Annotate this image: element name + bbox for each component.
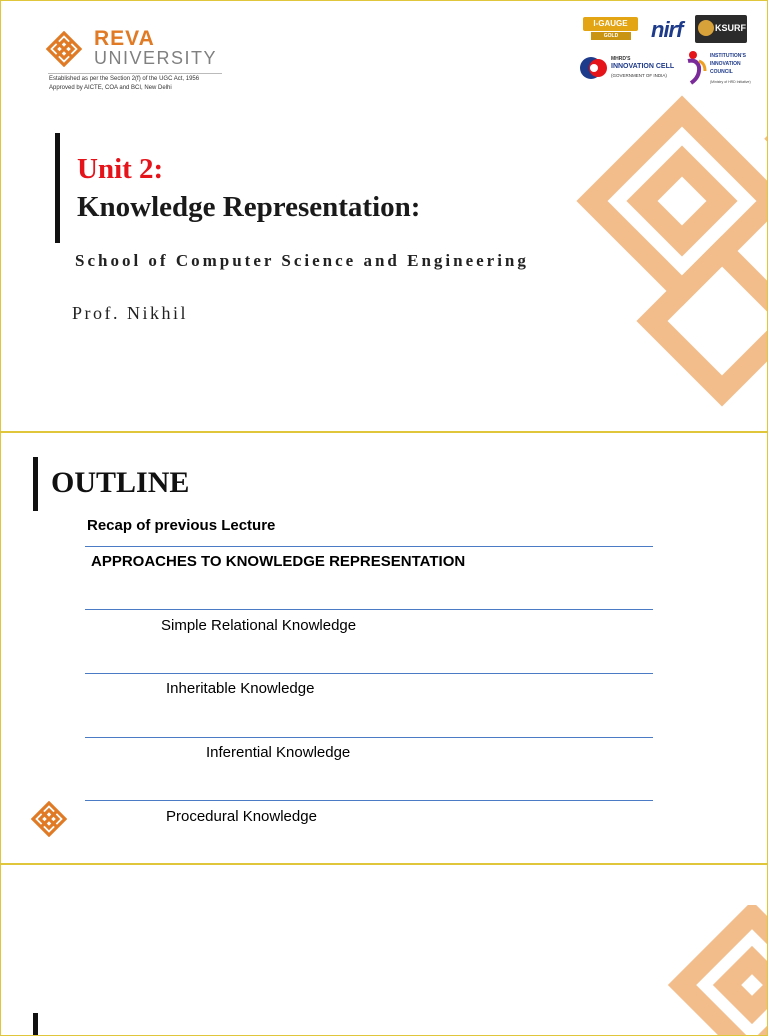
iic-line4: (Ministry of HRD Initiative) [710,80,751,84]
outline-divider [85,673,653,674]
person-figure-icon [685,49,709,85]
iic-line2: INNOVATION [710,61,741,67]
logo-word: REVA [94,27,155,50]
outline-item: Simple Relational Knowledge [161,617,357,634]
nirf-label: nirf [651,17,683,42]
mic-line2: INNOVATION CELL [611,63,675,70]
outline-accent-bar [33,457,38,511]
mic-line1: MHRD'S [611,56,631,62]
presenter-name: Prof. Nikhil [72,303,189,323]
logo-subword: UNIVERSITY [94,48,218,68]
school-name: School of Computer Science and Engineering [75,251,529,270]
slide-title: Knowledge Representation: [77,191,421,223]
igauge-grade: GOLD [591,32,631,40]
outline-divider [85,737,653,738]
outline-divider [85,800,653,801]
small-knot-icon [31,801,67,837]
mic-line3: (GOVERNMENT OF INDIA) [611,73,667,78]
decorative-knot-pattern [572,91,768,431]
next-slide-partial [0,864,768,1036]
title-slide [0,0,768,432]
iic-logo [685,49,751,87]
outline-item: Inheritable Knowledge [166,680,315,697]
reva-knot-icon [46,31,82,67]
iic-line3: COUNCIL [710,69,733,75]
outline-item: Procedural Knowledge [166,808,317,825]
outline-item: Inferential Knowledge [206,744,351,761]
brain-gear-icon [579,53,609,83]
accent-bar [33,1013,38,1036]
logo-approved: Approved by AICTE, COA and BCI, New Delhi [49,85,172,91]
ksurf-logo [695,15,747,43]
outline-divider [85,609,653,610]
mhrd-innovation-cell-logo [579,51,675,85]
reva-university-logo [46,27,226,97]
outline-item: APPROACHES TO KNOWLEDGE REPRESENTATION [91,553,466,570]
title-accent-bar [55,133,60,243]
outline-divider [85,546,653,547]
logo-divider [48,73,222,74]
ksurf-seal-icon [698,20,714,36]
igauge-logo [583,17,638,41]
ksurf-label: KSURF [715,23,746,33]
nirf-logo [651,15,689,43]
outline-slide [0,432,768,864]
unit-label: Unit 2: [77,153,164,185]
logo-established: Established as per the Section 2(f) of the UGC Act, 1956 [49,76,200,82]
decorative-knot-pattern [662,905,768,1036]
igauge-label: I-GAUGE [583,17,638,31]
iic-line1: INSTITUTION'S [710,53,746,59]
outline-heading: OUTLINE [51,466,190,499]
outline-item: Recap of previous Lecture [87,517,276,534]
